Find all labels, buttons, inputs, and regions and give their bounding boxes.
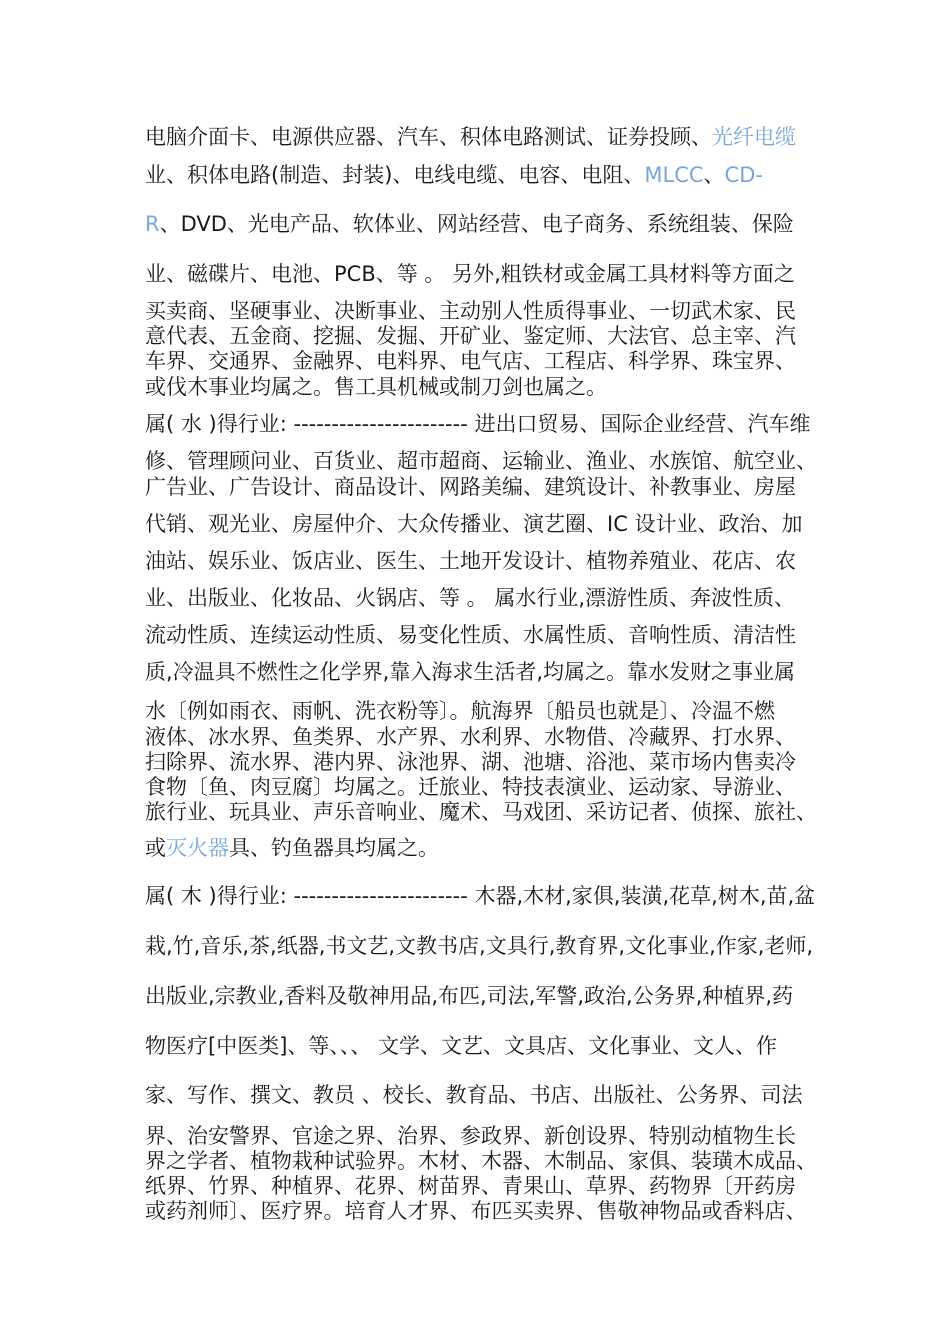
text-run: 属( 水 )得行业: ----------------------- 进出口贸易、国际企业经营、汽车维	[145, 412, 811, 436]
text-line	[145, 1033, 777, 1059]
text-run: 质,冷温具不燃性之化学界,靠入海求生活者,均属之。靠水发财之事业属	[145, 660, 796, 684]
text-run: 广告业、广告设计、商品设计、网路美编、建筑设计、补教事业、房屋	[145, 475, 796, 499]
text-line	[145, 374, 607, 400]
text-line	[145, 1148, 817, 1174]
text-line	[145, 724, 796, 750]
text-run: 旅行业、玩具业、声乐音响业、魔术、马戏团、采访记者、侦探、旅社、	[145, 800, 817, 824]
text-line	[145, 749, 796, 775]
text-run: 或伐木事业均属之。售工具机械或制刀剑也属之。	[145, 375, 607, 399]
text-line	[145, 835, 439, 861]
text-line	[145, 411, 810, 437]
text-line	[145, 622, 796, 648]
text-run: 电脑介面卡、电源供应器、汽车、积体电路测试、证券投顾、	[145, 125, 712, 149]
text-line	[145, 323, 796, 349]
text-run: 车界、交通界、金融界、电料界、电气店、工程店、科学界、珠宝界、	[145, 349, 796, 373]
hyperlink-text[interactable]: CD-	[724, 163, 763, 187]
text-run: 修、管理顾问业、百货业、超市超商、运输业、渔业、水族馆、航空业、	[145, 449, 817, 473]
text-run: 买卖商、坚硬事业、决断事业、主动别人性质得事业、一切武术家、民	[145, 299, 796, 323]
text-line	[145, 261, 795, 287]
text-line	[145, 883, 815, 909]
hyperlink-text[interactable]: 灭火器	[166, 836, 229, 860]
text-run: 液体、冰水界、鱼类界、水产界、水利界、水物借、冷藏界、打水界、	[145, 725, 796, 749]
text-line	[145, 211, 794, 237]
text-run: 纸界、竹界、种植界、花界、树苗界、青果山、草界、药物界〔开药房	[145, 1174, 796, 1198]
text-run: 水〔例如雨衣、雨帆、洗衣粉等〕。航海界〔船员也就是〕、冷温不燃	[145, 699, 775, 723]
text-line	[145, 983, 793, 1009]
text-line	[145, 548, 796, 574]
text-line	[145, 348, 796, 374]
text-run: 流动性质、连续运动性质、易变化性质、水属性质、音响性质、清洁性	[145, 623, 796, 647]
text-line	[145, 474, 796, 500]
text-run: 家、写作、撰文、教员 、校长、教育品、书店、出版社、公务界、司法	[145, 1083, 803, 1107]
text-line	[145, 1123, 796, 1149]
text-run: 界、治安警界、官途之界、治界、参政界、新创设界、特别动植物生长	[145, 1124, 796, 1148]
text-line	[145, 448, 817, 474]
text-line	[145, 659, 795, 685]
text-run: 业、积体电路(制造、封装)、电线电缆、电容、电阻、	[145, 163, 645, 187]
text-line	[145, 698, 775, 724]
text-run: 出版业,宗教业,香料及敬神用品,布匹,司法,军警,政治,公务界,种植界,药	[145, 984, 794, 1008]
hyperlink-text[interactable]: MLCC	[644, 163, 704, 187]
text-run: 食物〔鱼、肉豆腐〕均属之。迁旅业、特技表演业、运动家、导游业、	[145, 775, 796, 799]
text-line	[145, 511, 803, 537]
text-run: 、	[703, 163, 725, 187]
text-run: 意代表、五金商、挖掘、发掘、开矿业、鉴定师、大法官、总主宰、汽	[145, 324, 796, 348]
text-line	[145, 1173, 796, 1199]
text-line	[145, 162, 763, 188]
text-line	[145, 774, 796, 800]
text-run: 油站、娱乐业、饭店业、医生、土地开发设计、植物养殖业、花店、农	[145, 549, 796, 573]
text-run: 扫除界、流水界、港内界、泳池界、湖、池塘、浴池、菜市场内售卖冷	[145, 750, 796, 774]
text-run: 或药剂师〕、医疗界。培育人才界、布匹买卖界、售敬神物品或香料店、	[145, 1199, 807, 1223]
text-run: 界之学者、植物栽种试验界。木材、木器、木制品、家俱、装璜木成品、	[145, 1149, 817, 1173]
text-line	[145, 298, 796, 324]
text-run: 具、钓鱼器具均属之。	[229, 836, 439, 860]
text-line	[145, 933, 813, 959]
hyperlink-text[interactable]: R	[145, 212, 160, 236]
text-run: 栽,竹,音乐,茶,纸器,书文艺,文教书店,文具行,教育界,文化事业,作家,老师,	[145, 934, 814, 958]
text-run: 代销、观光业、房屋仲介、大众传播业、演艺圈、IC 设计业、政治、加	[145, 512, 803, 536]
text-run: 物医疗[中医类]、等、、、 文学、文艺、文具店、文化事业、文人、作	[145, 1034, 778, 1058]
hyperlink-text[interactable]: 光纤电缆	[712, 125, 796, 149]
text-run: 业、磁碟片、电池、PCB、等 。 另外,粗铁材或金属工具材料等方面之	[145, 262, 795, 286]
text-run: 业、出版业、化妆品、火锅店、等 。 属水行业,漂游性质、奔波性质、	[145, 586, 796, 610]
text-line	[145, 1198, 807, 1224]
text-run: 属( 木 )得行业: ----------------------- 木器,木材,家俱,装潢,花草,树木,苗,盆	[145, 884, 816, 908]
text-line	[145, 585, 795, 611]
text-run: 或	[145, 836, 166, 860]
text-line	[145, 799, 817, 825]
text-line	[145, 124, 796, 150]
text-run: 、DVD、光电产品、软体业、网站经营、电子商务、系统组装、保险	[159, 212, 794, 236]
text-line	[145, 1082, 803, 1108]
